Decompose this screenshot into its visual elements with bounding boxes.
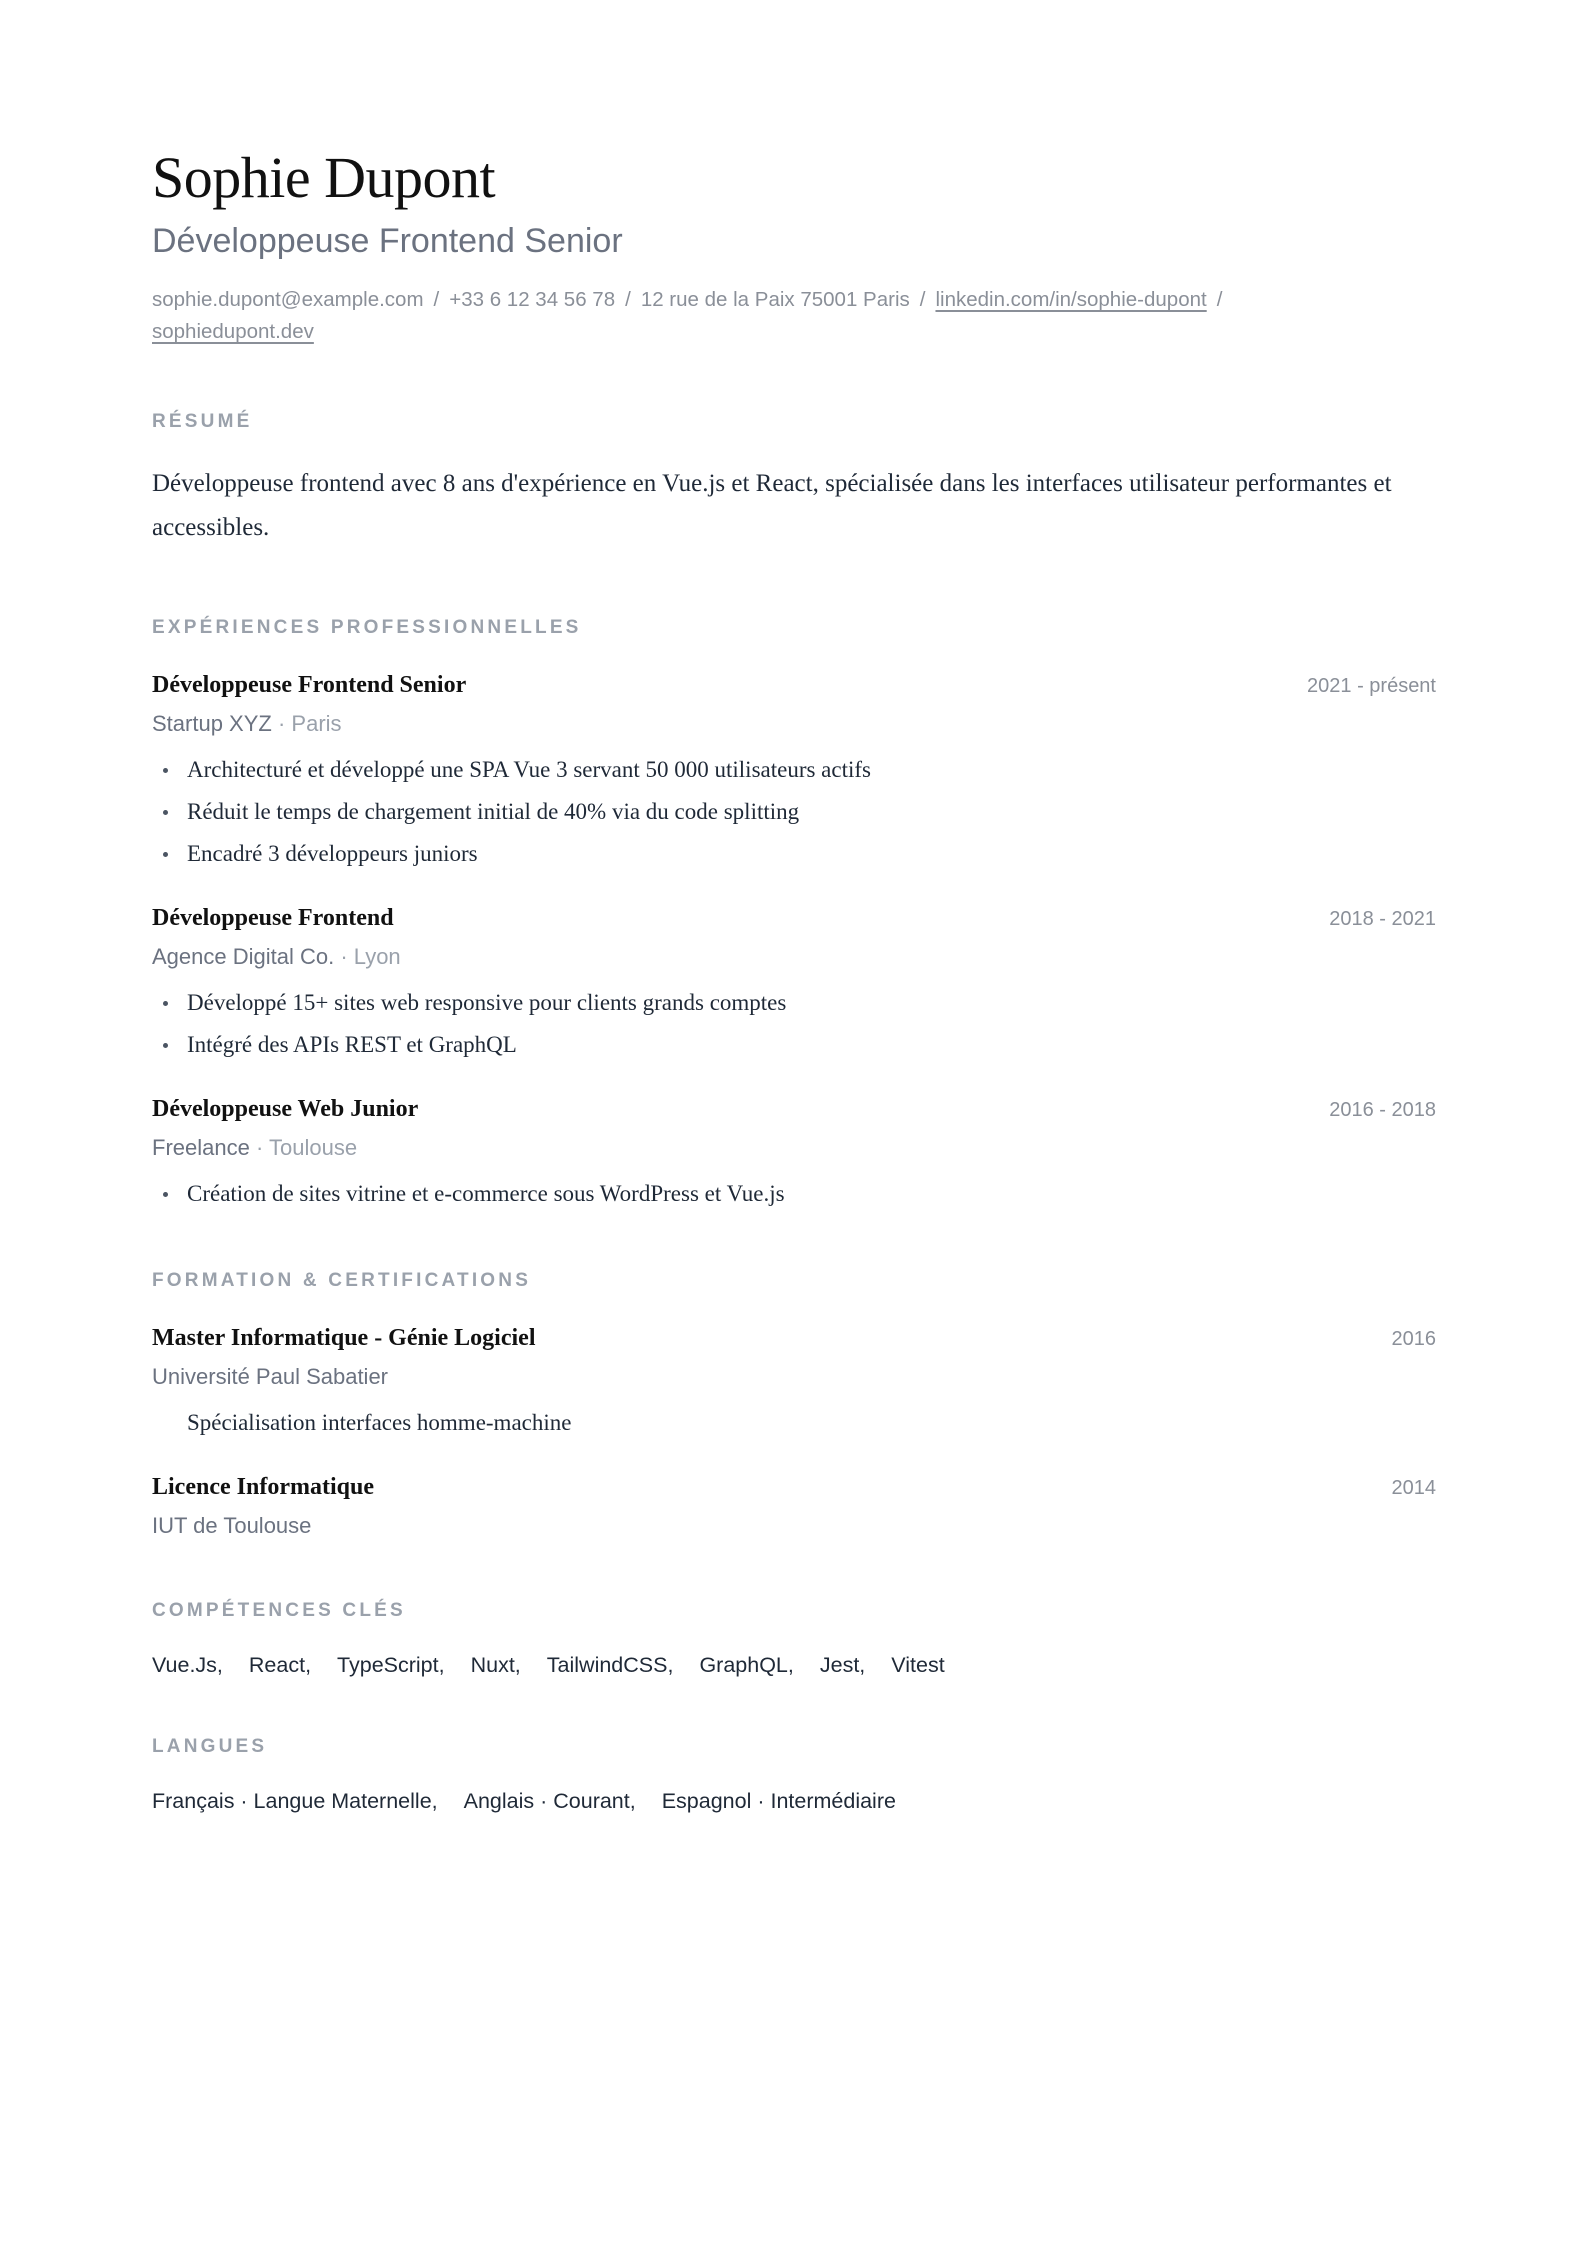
section-title-summary: RÉSUMÉ bbox=[152, 411, 253, 432]
contact-phone[interactable]: +33 6 12 34 56 78 bbox=[449, 288, 616, 311]
contact-separator: / bbox=[919, 288, 926, 311]
contact-separator: / bbox=[433, 288, 440, 311]
contact-separator: / bbox=[1216, 288, 1223, 311]
list-item: Intégré des APIs REST et GraphQL bbox=[152, 1024, 1436, 1066]
contact-email[interactable]: sophie.dupont@example.com bbox=[152, 288, 424, 311]
job-role: Développeuse Frontend bbox=[152, 905, 394, 931]
list-item: Réduit le temps de chargement initial de 40% via du code splitting bbox=[152, 791, 1436, 833]
company-name: Startup XYZ bbox=[152, 711, 272, 736]
job-company bbox=[152, 707, 1436, 741]
section-title-education: FORMATION & CERTIFICATIONS bbox=[152, 1270, 532, 1291]
linkedin-link[interactable]: linkedin.com/in/sophie-dupont bbox=[935, 288, 1207, 311]
list-item: Encadré 3 développeurs juniors bbox=[152, 833, 1436, 875]
skills-section bbox=[152, 1599, 1436, 1681]
contact-line bbox=[152, 284, 1402, 348]
candidate-name: Sophie Dupont bbox=[152, 145, 496, 210]
school-name: Université Paul Sabatier bbox=[152, 1364, 389, 1389]
skill-item: Vue.Js, bbox=[152, 1653, 223, 1677]
education-entry bbox=[152, 1321, 1436, 1444]
summary-text: Développeuse frontend avec 8 ans d'expérience en Vue.js et React, spécialisée dans les interfaces utilisateur performantes et accessibles. bbox=[152, 470, 1392, 541]
education-entry bbox=[152, 1470, 1436, 1543]
job-role: Développeuse Web Junior bbox=[152, 1096, 419, 1122]
summary-section bbox=[152, 410, 1436, 550]
job-bullets bbox=[152, 749, 1436, 875]
job-company bbox=[152, 940, 1436, 974]
job-bullets bbox=[152, 1173, 1436, 1215]
languages-section bbox=[152, 1735, 1436, 1817]
resume-header bbox=[152, 146, 1436, 348]
experience-entry bbox=[152, 1092, 1436, 1215]
company-location: · Lyon bbox=[340, 944, 401, 969]
skill-item: Nuxt, bbox=[470, 1653, 521, 1677]
language-item: Anglais · Courant, bbox=[463, 1789, 636, 1813]
skill-item: React, bbox=[248, 1653, 312, 1677]
language-item: Français · Langue Maternelle, bbox=[152, 1789, 438, 1813]
skill-item: TailwindCSS, bbox=[546, 1653, 674, 1677]
website-link[interactable]: sophiedupont.dev bbox=[152, 320, 314, 343]
candidate-title: Développeuse Frontend Senior bbox=[152, 222, 623, 260]
education-section bbox=[152, 1269, 1436, 1543]
job-dates: 2018 - 2021 bbox=[1329, 908, 1436, 930]
company-location: · Paris bbox=[277, 711, 342, 736]
list-item: Architecturé et développé une SPA Vue 3 servant 50 000 utilisateurs actifs bbox=[152, 749, 1436, 791]
skill-item: TypeScript, bbox=[337, 1653, 445, 1677]
degree-note: Spécialisation interfaces homme-machine bbox=[187, 1410, 572, 1435]
contact-address: 12 rue de la Paix 75001 Paris bbox=[640, 288, 910, 311]
experience-entry bbox=[152, 668, 1436, 875]
job-dates: 2016 - 2018 bbox=[1329, 1099, 1436, 1121]
skill-item: Vitest bbox=[891, 1653, 945, 1677]
degree-year: 2014 bbox=[1391, 1477, 1436, 1499]
experience-section bbox=[152, 616, 1436, 1215]
job-bullets bbox=[152, 982, 1436, 1066]
degree-title: Licence Informatique bbox=[152, 1474, 374, 1500]
skills-list bbox=[152, 1649, 1436, 1681]
company-location: · Toulouse bbox=[255, 1135, 358, 1160]
degree-year: 2016 bbox=[1391, 1328, 1436, 1350]
section-title-skills: COMPÉTENCES CLÉS bbox=[152, 1600, 406, 1621]
contact-separator: / bbox=[625, 288, 631, 311]
job-dates: 2021 - présent bbox=[1307, 675, 1436, 697]
company-name: Freelance bbox=[152, 1135, 250, 1160]
job-company bbox=[152, 1131, 1436, 1165]
skill-item: Jest, bbox=[819, 1653, 866, 1677]
languages-list bbox=[152, 1785, 1436, 1817]
section-title-experience: EXPÉRIENCES PROFESSIONNELLES bbox=[152, 617, 582, 638]
skill-item: GraphQL, bbox=[699, 1653, 794, 1677]
school-name: IUT de Toulouse bbox=[152, 1513, 312, 1538]
language-item: Espagnol · Intermédiaire bbox=[661, 1789, 896, 1813]
list-item: Création de sites vitrine et e-commerce sous WordPress et Vue.js bbox=[152, 1173, 1436, 1215]
experience-entry bbox=[152, 901, 1436, 1066]
company-name: Agence Digital Co. bbox=[152, 944, 335, 969]
section-title-languages: LANGUES bbox=[152, 1736, 268, 1757]
job-role: Développeuse Frontend Senior bbox=[152, 672, 467, 698]
list-item: Développé 15+ sites web responsive pour clients grands comptes bbox=[152, 982, 1436, 1024]
degree-title: Master Informatique - Génie Logiciel bbox=[152, 1325, 536, 1351]
